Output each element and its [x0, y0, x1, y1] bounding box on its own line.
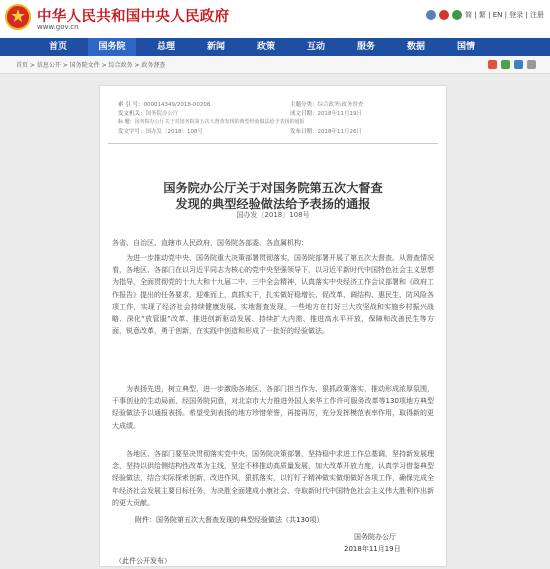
paragraph-1: 为进一步推动党中央、国务院重大决策部署贯彻落实，国务院部署开展了第五次大督查。从督查情况看，各地区、各部门在以习近平同志为核心的党中央坚强领导下，以习近平新时代中国特色社会主义思想为指导，全面贯彻党的十九大和十九届二中、三中全会精神，认真落实中央经济工作会议部署和《政府工作报告》提出的任务要求，迎难而上，真抓实干，扎实做好稳增长、促改革、调结构、惠民生、防风险各项工作，实现了经济社会持续健康发展。实地督查发现，一些地方在打好三大攻坚战和实施乡村振兴战略、深化“放管服”改革、推进创新驱动发展、持续扩大内需、推进高水平开放、保障和改善民生等方面，锐意改革，勇于创新，在实践中创造和形成了一批好的经验做法。 — [112, 254, 434, 336]
meta-written-date: 成文日期：2018年11月19日 — [290, 111, 363, 117]
document-title-line2: 发现的典型经验做法给予表扬的通报 — [175, 197, 371, 211]
document-title-line1: 国务院办公厅关于对国务院第五次大督查 — [163, 181, 383, 195]
signature-org: 国务院办公厅 — [354, 533, 396, 541]
breadcrumb-bar — [0, 56, 550, 74]
site-url: www.gov.cn — [37, 23, 79, 31]
share-qzone-icon[interactable] — [514, 60, 523, 69]
nav-item-home[interactable]: 首页 — [48, 42, 67, 52]
lang-link-text[interactable]: 简 | 繁 | EN | 登录 | 注册 — [465, 11, 544, 19]
share-buttons — [488, 60, 536, 69]
meta-issuer: 发文机关：国务院办公厅 — [118, 111, 179, 117]
paragraph-2: 为表扬先进，树立典型，进一步激励各地区、各部门担当作为、狠抓政策落实，推动形成浓厚氛围，干事创业的生动局面，经国务院同意，对北京市大力推进外国人来华工作许可服务改革等130项地方典型经验做法予以通报表扬。希望受到表扬的地方珍惜荣誉，再接再厉，充分发挥模范表率作用，取得新的更大成绩。 — [112, 385, 434, 430]
share-weibo-icon[interactable] — [488, 60, 497, 69]
meta-doc-number: 发文字号：国办发〔2018〕108号 — [118, 129, 204, 135]
print-icon[interactable] — [527, 60, 536, 69]
meta-published-date: 发布日期：2018年11月26日 — [290, 129, 363, 135]
language-links[interactable] — [426, 10, 544, 20]
publicity-note: （此件公开发布） — [115, 557, 171, 565]
meta-title: 标 题：国务院办公厅关于对国务院第五次大督查发现的典型经验做法给予表扬的通报 — [118, 119, 305, 125]
site-title[interactable]: 中华人民共和国中央人民政府 — [37, 8, 230, 25]
weibo-icon[interactable] — [439, 10, 449, 20]
document-number: 国办发〔2018〕108号 — [236, 211, 310, 219]
attachment-link[interactable]: 附件：国务院第五次大督查发现的典型经验做法（共130项） — [135, 516, 324, 524]
breadcrumb[interactable]: 首页 > 信息公开 > 国务院文件 > 综合政务 > 政务督查 — [16, 62, 166, 69]
wechat-icon[interactable] — [452, 10, 462, 20]
nav-item-state-council[interactable]: 国务院 — [88, 38, 136, 56]
nav-item-premier[interactable]: 总理 — [156, 42, 175, 52]
meta-divider — [108, 143, 438, 144]
share-wechat-icon[interactable] — [501, 60, 510, 69]
nav-item-national-profile[interactable]: 国情 — [456, 42, 475, 52]
nav-item-data[interactable]: 数据 — [406, 42, 425, 52]
national-emblem-icon[interactable] — [5, 4, 31, 30]
paragraph-3: 各地区、各部门要坚决贯彻落实党中央、国务院决策部署，坚持稳中求进工作总基调，坚持新发展理念，坚持以供给侧结构性改革为主线，坚定不移推动高质量发展，加大改革开放力度，认真学习借鉴典型经验做法，结合实际探索创新，改进作风，狠抓落实，以钉钉子精神做实做细做好各项工作，确保完成全年经济社会发展主要目标任务，为决胜全面建成小康社会、夺取新时代中国特色社会主义伟大胜利作出新的更大贡献。 — [112, 450, 434, 507]
site-header — [0, 0, 550, 38]
nav-item-interaction[interactable]: 互动 — [306, 42, 325, 52]
salutation: 各省、自治区、直辖市人民政府，国务院各部委、各直属机构： — [112, 239, 308, 247]
meta-category: 主题分类：综合政务\政务督查 — [290, 102, 364, 108]
nav-item-news[interactable]: 新闻 — [206, 42, 225, 52]
nav-item-policy[interactable]: 政策 — [256, 42, 275, 52]
signature-date: 2018年11月19日 — [344, 545, 401, 553]
user-icon[interactable] — [426, 10, 436, 20]
main-nav — [0, 38, 550, 56]
meta-index: 索 引 号：000014349/2018-00208 — [118, 102, 211, 108]
nav-item-services[interactable]: 服务 — [356, 42, 375, 52]
